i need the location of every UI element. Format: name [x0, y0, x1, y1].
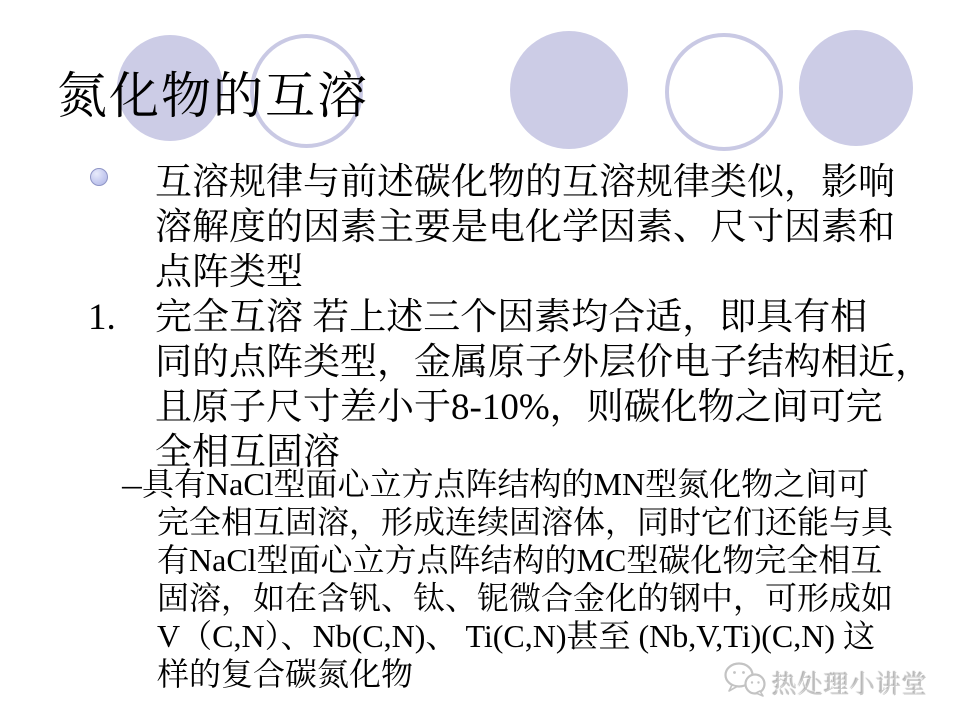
- text-line: [122, 465, 893, 503]
- text-line: 固溶，如在含钒、钛、铌微合金化的钢中，可形成如: [157, 580, 894, 616]
- text-line: 点阵类型: [155, 252, 303, 293]
- text-line: 全相互固溶: [155, 432, 340, 473]
- decorative-circle-outlined: [665, 33, 783, 151]
- text-line: 样的复合碳氮化物: [157, 656, 414, 692]
- bullet-block-miscibility-rule: [155, 160, 895, 295]
- sub-bullet-block-nacl-structure: [122, 465, 894, 693]
- text-line: 溶解度的因素主要是电化学因素、尺寸因素和: [155, 207, 895, 248]
- text-line: 且原子尺寸差小于8-10%，则碳化物之间可完: [155, 387, 883, 428]
- text-line-content: 具有NaCl型面心立方点阵结构的MN型氮化物之间可: [142, 466, 870, 502]
- bullet-ball-icon: [90, 168, 108, 186]
- text-line: 完全相互固溶，形成连续固溶体，同时它们还能与具: [157, 504, 894, 540]
- list-number: 1.: [88, 297, 116, 338]
- watermark: [722, 660, 928, 705]
- text-line: 完全互溶 若上述三个因素均合适，即具有相: [155, 297, 868, 338]
- wechat-chat-bubbles-icon: [722, 660, 768, 705]
- decorative-circle-filled: [799, 30, 913, 146]
- text-line: 互溶规律与前述碳化物的互溶规律类似，影响: [155, 162, 895, 203]
- watermark-text: 热处理小讲堂: [772, 670, 929, 699]
- text-line: 同的点阵类型，金属原子外层价电子结构相近，: [155, 342, 932, 383]
- text-line: V（C,N）、Nb(C,N)、 Ti(C,N)甚至 (Nb,V,Ti)(C,N) 这: [157, 618, 876, 654]
- dash-marker: —: [122, 466, 142, 502]
- numbered-block-complete-miscibility: [155, 295, 932, 475]
- text-line: 有NaCl型面心立方点阵结构的MC型碳化物完全相互: [157, 542, 883, 578]
- decorative-circle-filled: [510, 31, 628, 149]
- slide-title: 氮化物的互溶: [57, 68, 369, 124]
